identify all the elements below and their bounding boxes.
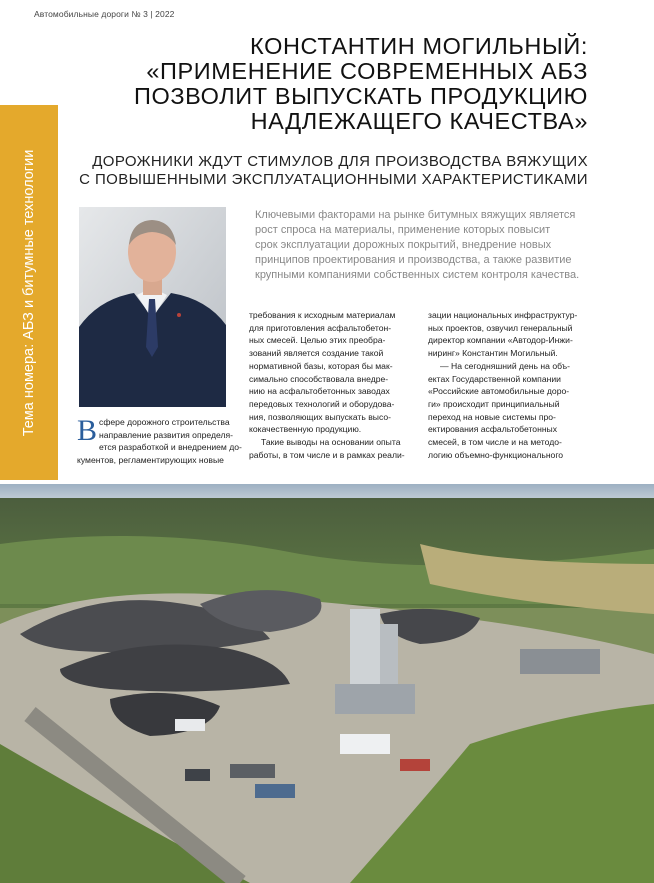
- title-line: КОНСТАНТИН МОГИЛЬНЫЙ:: [250, 33, 588, 59]
- body-column-3: [428, 309, 596, 461]
- body-line: ется разработкой и внедрением до-: [99, 442, 242, 453]
- body-line: зации национальных инфраструктур-: [428, 310, 578, 320]
- running-head: Автомобильные дороги № 3 | 2022: [34, 9, 175, 19]
- body-line: смесей, в том числе и на методо-: [428, 437, 562, 448]
- body-line: зований является создание такой: [249, 348, 384, 359]
- body-line: — На сегодняшний день на объ-: [440, 360, 570, 371]
- body-line: ных проектов, озвучил генеральный: [428, 322, 573, 333]
- body-line: ных смесей. Целью этих преобра-: [249, 335, 386, 346]
- subtitle-line: ДОРОЖНИКИ ЖДУТ СТИМУЛОВ ДЛЯ ПРОИЗВОДСТВА ВЯЖУЩИХ: [92, 153, 588, 170]
- body-line: ектах Государственной компании: [428, 373, 561, 384]
- body-column-2: [249, 309, 414, 461]
- title-line: «ПРИМЕНЕНИЕ СОВРЕМЕННЫХ АБЗ: [146, 58, 588, 84]
- title-line: НАДЛЕЖАЩЕГО КАЧЕСТВА»: [250, 108, 588, 134]
- article-subtitle: [58, 153, 588, 188]
- lead-line: принципов проектирования и производства, а также развитие: [255, 254, 572, 267]
- body-line: кокачественную продукцию.: [249, 424, 362, 435]
- body-line: нормативной базы, которая бы мак-: [249, 360, 393, 371]
- lead-line: крупными компаниями собственных систем контроля качества.: [255, 269, 580, 282]
- article-title: [68, 34, 588, 134]
- portrait-image: [79, 207, 226, 407]
- body-line: направление развития определя-: [99, 429, 234, 440]
- lead-line: Ключевыми факторами на рынке битумных вяжущих является: [255, 209, 576, 221]
- body-line: работы, в том числе и в рамках реали-: [249, 449, 405, 460]
- body-column-1: [77, 414, 242, 467]
- body-line: симально способствовала внедре-: [249, 373, 389, 384]
- lead-line: рост спроса на материалы, применение которых повысит: [255, 224, 551, 237]
- body-line: для приготовления асфальтобетон-: [249, 322, 392, 333]
- body-line: требования к исходным материалам: [249, 310, 396, 320]
- asphalt-plant-aerial-photo: [0, 484, 654, 883]
- author-portrait: [79, 207, 226, 407]
- body-line: ниринг» Константин Могильный.: [428, 348, 558, 359]
- body-line: переход на новые системы про-: [428, 411, 556, 422]
- lead-paragraph: [255, 208, 600, 283]
- body-line: сфере дорожного строительства: [99, 417, 230, 427]
- subtitle-line: С ПОВЫШЕННЫМИ ЭКСПЛУАТАЦИОННЫМИ ХАРАКТЕРИСТИКАМИ: [79, 170, 588, 188]
- body-line: директор компании «Автодор-Инжи-: [428, 335, 573, 346]
- body-line: логию объемно-функционального: [428, 449, 564, 460]
- drop-cap: В: [77, 414, 98, 447]
- lead-line: срок эксплуатации дорожных покрытий, внедрение новых: [255, 239, 552, 252]
- section-tab-label: Тема номера: АБЗ и битумные технологии: [21, 149, 37, 437]
- title-line: ПОЗВОЛИТ ВЫПУСКАТЬ ПРОДУКЦИЮ: [134, 83, 588, 109]
- body-line: Такие выводы на основании опыта: [261, 437, 401, 448]
- body-line: «Российские автомобильные доро-: [428, 386, 570, 397]
- body-line: ектирования асфальтобетонных: [428, 424, 558, 435]
- body-line: кументов, регламентирующих новые: [77, 455, 224, 466]
- body-line: ния, позволяющих выпускать высо-: [249, 411, 391, 422]
- aerial-photo-image: [0, 484, 654, 883]
- section-tab: [0, 105, 58, 480]
- body-line: передовых технологий и оборудова-: [249, 398, 395, 409]
- body-line: ги» происходит принципиальный: [428, 398, 560, 409]
- body-line: нию на асфальтобетонных заводах: [249, 386, 390, 397]
